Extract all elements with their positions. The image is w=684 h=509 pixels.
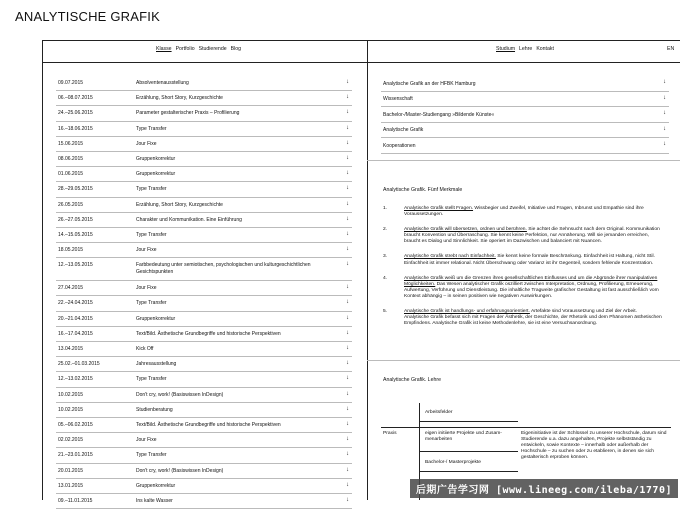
arrow-down-icon[interactable]: ↓ [346,154,349,161]
praxis-label: Praxis [383,431,397,436]
schedule-row[interactable] [56,494,352,509]
schedule-date: 12.–13.05.2015 [58,262,93,269]
schedule-date: 18.05.2015 [58,247,84,254]
schedule-title: Type Transfer [136,376,167,383]
schedule-title: Jour Fixe [136,437,157,444]
schedule-row[interactable] [56,464,352,479]
schedule-title: Kick Off [136,346,154,352]
lehre-heading: Analytische Grafik. Lehre [383,377,441,383]
arrow-down-icon[interactable]: ↓ [346,466,349,473]
schedule-title: Type Transfer [136,231,167,238]
schedule-title: Absolventenausstellung [136,80,189,86]
arrow-down-icon[interactable]: ↓ [346,94,349,101]
schedule-row[interactable] [56,228,352,243]
arrow-down-icon[interactable]: ↓ [346,284,349,291]
arrow-down-icon[interactable]: ↓ [346,230,349,237]
schedule-title: Text/Bild. Ästhetische Grundbegriffe und historische Perspektiven [136,330,281,337]
arrow-down-icon[interactable]: ↓ [346,246,349,253]
menu-item-label: Kooperationen [383,142,416,149]
schedule-list [56,76,352,509]
schedule-date: 09.–11.01.2015 [58,497,93,504]
arrow-down-icon[interactable]: ↓ [663,79,666,85]
arrow-down-icon[interactable]: ↓ [346,390,349,397]
menu-item[interactable] [381,92,669,108]
menu-item-label: Analytische Grafik an der HFBK Hamburg [383,80,476,87]
section-rule [367,160,680,161]
menu-item-label: Wissenschaft [383,96,413,102]
schedule-date: 15.06.2015 [58,140,84,147]
schedule-date: 10.02.2015 [58,391,84,398]
schedule-title: Gruppenkorrektur [136,315,176,322]
schedule-title: Gruppenkorrektur [136,482,176,489]
schedule-date: 01.06.2015 [58,171,84,178]
schedule-date: 14.–15.05.2015 [58,231,93,238]
arrow-down-icon[interactable]: ↓ [346,299,349,306]
arrow-down-icon[interactable]: ↓ [346,329,349,336]
schedule-row[interactable] [56,403,352,418]
schedule-title: Jahresausstellung [136,361,177,368]
arrow-down-icon[interactable]: ↓ [346,405,349,412]
principle-number: 3. [383,254,388,260]
schedule-title: Gruppenkorrektur [136,155,176,162]
schedule-date: 12.–13.02.2015 [58,376,93,383]
arrow-down-icon[interactable]: ↓ [663,94,666,101]
schedule-row[interactable] [56,281,352,296]
schedule-title: Don't cry, work! (Basiswissen InDesign) [136,467,224,474]
principle-item [383,276,663,300]
schedule-date: 27.04.2015 [58,285,84,292]
schedule-row[interactable] [56,106,352,121]
principle-number: 1. [383,206,388,211]
schedule-date: 16.–18.06.2015 [58,125,93,132]
principle-lead[interactable]: Analytische Grafik stellt Fragen. [404,206,474,211]
arrow-down-icon[interactable]: ↓ [346,261,349,268]
schedule-title: Gruppenkorrektur [136,171,176,178]
principle-text: Sie achtet die Sehnsucht nach dem Original. Kommunikation braucht Konvention und Überraschung. Sie kennt keine Perfektion, nur Annäherung. Will sie jemanden erreichen, braucht es Dialog und Sinnlichkeit. Sie operiert im Dazwischen und balanciert mit Nuancen. [404,227,660,245]
arrow-down-icon[interactable]: ↓ [346,215,349,222]
table-rule [381,427,671,428]
nav-item-portfolio[interactable]: Portfolio [175,46,195,52]
header-rule [42,62,680,63]
arrow-down-icon[interactable]: ↓ [346,185,349,192]
principle-number: 5. [383,309,388,315]
schedule-title: Jour Fixe [136,140,157,147]
table-rule [419,421,518,422]
menu-item[interactable] [381,123,669,139]
schedule-date: 16.–17.04.2015 [58,330,93,337]
nav-item-studierende[interactable]: Studierende [198,46,227,52]
principle-lead[interactable]: Analytische Grafik will übersetzen, ordnen und berühren. [404,227,527,233]
nav-item-blog[interactable]: Blog [230,46,241,52]
studium-menu [381,76,669,154]
arrow-down-icon[interactable]: ↓ [346,200,349,207]
principle-text: Das Wesen analytischer Grafik oszilliert zwischen Interpretation, Ordnung, Profilierung, Erneuerung, Aufwertung, Verführung und Dienstleistung. Die inhaltliche Tragweite grafischer Gestaltung ist fast ausschließlich vom Kontext abhängig – in seinen positiven wie negativen Auswirkungen. [404,281,659,299]
table-rule [419,451,518,452]
schedule-date: 24.–25.06.2015 [58,110,93,117]
arrow-down-icon[interactable]: ↓ [346,375,349,382]
arrow-down-icon[interactable]: ↓ [346,360,349,367]
schedule-row[interactable] [56,91,352,106]
schedule-title: Erzählung, Short Story, Kurzgeschichte [136,95,223,102]
principle-item [383,206,663,218]
schedule-date: 21.–23.01.2015 [58,452,93,459]
principle-text: Sie kennt keine formale Beschränkung. Einfachheit ist Haltung, nicht Stil. Einfachheit ist immer relational. Nicht Überschwang oder Varianz ist ihr Gegenteil, sondern fehlende Konzentration. [404,254,655,266]
secondary-nav [496,46,554,52]
schedule-row[interactable] [56,342,352,357]
principle-lead[interactable]: Analytische Grafik ist handlungs- und erfahrungsorientiert. [404,309,530,315]
principle-lead[interactable]: Analytische Grafik strebt nach Einfachheit. [404,254,496,260]
arrow-down-icon[interactable]: ↓ [663,125,666,132]
principle-item [383,254,663,266]
schedule-title: Don't cry, work! (Basiswissen InDesign) [136,391,224,398]
schedule-title: Type Transfer [136,186,167,193]
schedule-row[interactable] [56,122,352,137]
schedule-date: 22.–24.04.2015 [58,300,93,307]
schedule-row[interactable] [56,433,352,448]
principle-item [383,309,663,327]
schedule-title: Type Transfer [136,125,167,132]
lehre-item-bachelor: Bachelor-/ Masterprojekte [425,460,481,465]
principle-lead[interactable]: Analytische Grafik weiß um die Grenzen ihres gesellschaftlichen Einflusses und um die Abgründe ihrer manipulativen Möglichkeiten. [404,275,658,287]
schedule-row[interactable] [56,137,352,152]
menu-item[interactable] [381,76,669,92]
schedule-date: 20.01.2015 [58,467,84,474]
schedule-row[interactable] [56,479,352,494]
nav-item-studium[interactable]: Studium [496,46,516,52]
arrow-down-icon[interactable]: ↓ [663,110,666,116]
schedule-row[interactable] [56,258,352,281]
schedule-title: Studienberatung [136,406,173,413]
arrow-down-icon[interactable]: ↓ [346,109,349,116]
menu-item[interactable] [381,107,669,123]
table-rule [419,471,518,472]
schedule-title: Type Transfer [136,300,167,307]
main-nav [156,46,241,52]
principle-text: Wissbegier und Zweifel, Initiative und Fragen, Inbrunst und Empathie sind ihre Voraussetzungen. [404,206,644,218]
schedule-row[interactable] [56,418,352,433]
schedule-row[interactable] [56,372,352,387]
arrow-down-icon[interactable]: ↓ [663,141,666,147]
schedule-date: 05.–06.02.2015 [58,421,93,428]
principle-number: 2. [383,227,388,233]
menu-item-label: Analytische Grafik [383,127,424,133]
nav-item-kontakt[interactable]: Kontakt [536,46,554,52]
schedule-date: 26.–27.05.2015 [58,216,93,223]
arrow-down-icon[interactable]: ↓ [346,345,349,351]
merkmale-heading: Analytische Grafik. Fünf Merkmale [383,187,463,193]
nav-item-lehre[interactable]: Lehre [519,46,533,52]
arrow-down-icon[interactable]: ↓ [346,451,349,458]
arrow-down-icon[interactable]: ↓ [346,436,349,443]
section-rule [367,360,680,361]
schedule-row[interactable] [56,198,352,213]
schedule-date: 13.01.2015 [58,482,84,489]
menu-item-label: Bachelor-/Master-Studiengang »Bildende Künste« [383,111,495,118]
nav-item-klasse[interactable]: Klasse [156,46,172,52]
lehre-item-projects: eigen initiierte Projekte und Zusam-menarbeiten [425,431,502,443]
arbeitsfelder-label: Arbeitsfelder [425,410,453,415]
schedule-date: 10.02.2015 [58,406,84,413]
schedule-row[interactable] [56,76,352,91]
schedule-row[interactable] [56,152,352,167]
schedule-row[interactable] [56,312,352,327]
schedule-date: 06.–08.07.2015 [58,95,93,102]
arrow-down-icon[interactable]: ↓ [346,496,349,503]
page-title: ANALYTISCHE GRAFIK [15,9,160,24]
principle-item [383,227,663,245]
schedule-title: Type Transfer [136,452,167,459]
schedule-row[interactable] [56,388,352,403]
schedule-row[interactable] [56,448,352,463]
schedule-date: 02.02.2015 [58,437,84,444]
arrow-down-icon[interactable]: ↓ [346,79,349,85]
schedule-date: 25.02.–01.03.2015 [58,361,100,368]
watermark: 后期广告学习网 [www.lineeg.com/ileba/1770] [410,479,678,498]
menu-item[interactable] [381,138,669,154]
principle-number: 4. [383,275,388,281]
schedule-row[interactable] [56,213,352,228]
schedule-row[interactable] [56,327,352,342]
arrow-down-icon[interactable]: ↓ [346,314,349,321]
column-divider [367,40,368,500]
schedule-title: Jour Fixe [136,285,157,292]
schedule-title: Ins kalte Wasser [136,497,173,504]
schedule-date: 09.07.2015 [58,80,84,86]
arrow-down-icon[interactable]: ↓ [346,420,349,427]
schedule-title: Farbbedeutung unter semiotischen, psychologischen und kulturgeschichtlichen Gesichtspunkten [136,262,311,275]
schedule-row[interactable] [56,243,352,258]
principles-list [383,206,663,336]
schedule-date: 28.–29.05.2015 [58,186,93,193]
arrow-down-icon[interactable]: ↓ [346,124,349,131]
schedule-title: Erzählung, Short Story, Kurzgeschichte [136,201,223,208]
schedule-row[interactable] [56,182,352,197]
schedule-row[interactable] [56,296,352,311]
arrow-down-icon[interactable]: ↓ [346,139,349,146]
schedule-date: 13.04.2015 [58,346,84,352]
language-switch[interactable]: EN [667,46,675,52]
principle-text: Artefakte sind Voraussetzung und Ziel der Arbeit. Analytische Grafik befasst sich mit Fragen der Ästhetik, der Geschichte, der Rhetorik und dem Phänomen ästhetischen Empfindens. Analytische Grafik ist keine Methodenlehre, sie ist eine Versuchsanordnung. [404,309,662,327]
schedule-title: Text/Bild. Ästhetische Grundbegriffe und historische Perspektiven [136,421,281,428]
schedule-row[interactable] [56,167,352,182]
lehre-description: Eigeninitiative ist der Schlüssel zu unserer Hochschule, darum sind Studierende u.a. dazu angehalten, Projekte selbstständig zu entwickeln, sowie Kontexte – innerhalb oder außerhalb der Hochschule – zu suchen oder zu etablieren, in denen sie sich gestalterisch erproben können. [521,431,667,461]
schedule-title: Charakter und Kommunikation. Eine Einführung [136,216,242,223]
schedule-title: Parameter gestalterischer Praxis – Profilierung [136,110,240,117]
schedule-date: 26.05.2015 [58,201,84,208]
arrow-down-icon[interactable]: ↓ [346,481,349,488]
schedule-date: 08.06.2015 [58,155,84,162]
schedule-title: Jour Fixe [136,247,157,254]
schedule-row[interactable] [56,357,352,372]
arrow-down-icon[interactable]: ↓ [346,170,349,177]
schedule-date: 20.–21.04.2015 [58,315,93,322]
